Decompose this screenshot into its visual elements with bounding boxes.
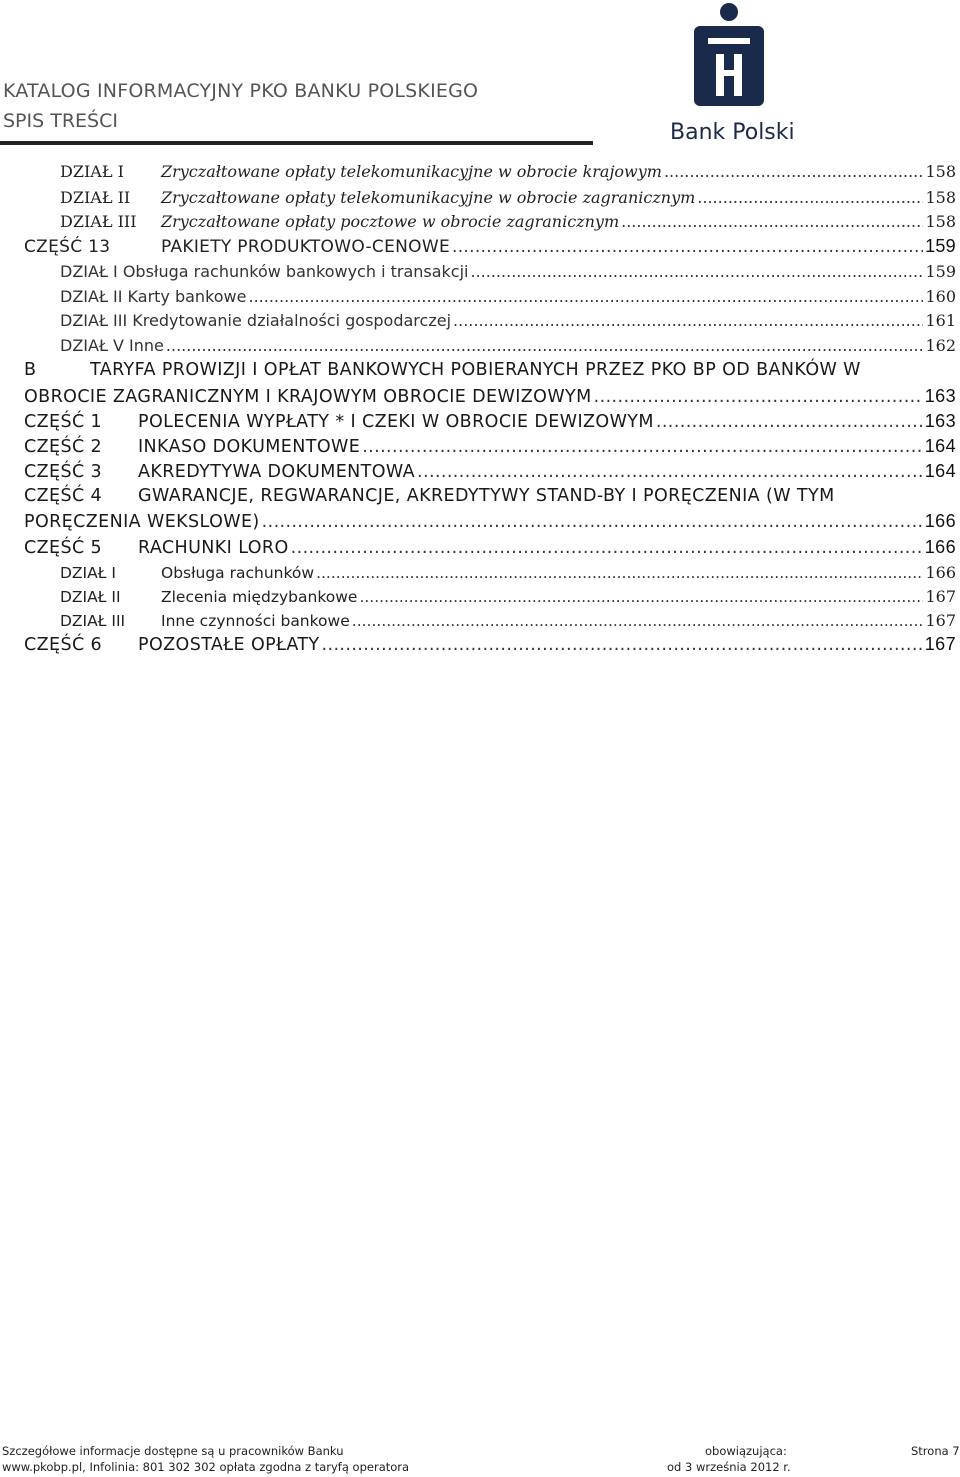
toc-label: CZĘŚĆ 4 [24, 486, 103, 506]
toc-title: POZOSTAŁE OPŁATY [138, 635, 320, 655]
toc-page: 161 [925, 311, 956, 330]
toc-leader [362, 437, 923, 457]
toc-row[interactable] [60, 188, 956, 207]
toc-leader [594, 387, 923, 407]
toc-page: 167 [924, 634, 956, 654]
toc-leader [417, 462, 923, 482]
toc-label: CZĘŚĆ 13 [24, 237, 111, 257]
toc-leader [352, 612, 924, 630]
toc-label: CZĘŚĆ 5 [24, 538, 103, 558]
toc-page: 166 [925, 563, 956, 582]
toc-leader [291, 538, 923, 558]
toc-row[interactable] [60, 611, 956, 630]
toc-row[interactable] [60, 262, 956, 281]
footer-contact: www.pkobp.pl, Infolinia: 801 302 302 opłata zgodna z taryfą operatora [2, 1460, 410, 1474]
footer-valid-date: od 3 września 2012 r. [667, 1460, 791, 1474]
toc-leader [471, 262, 924, 281]
toc-row[interactable] [24, 537, 956, 558]
toc-title: POLECENIA WYPŁATY * I CZEKI W OBROCIE DEWIZOWYM [138, 412, 654, 432]
toc-title: DZIAŁ III Kredytowanie działalności gospodarczej [60, 311, 452, 330]
toc-leader [316, 564, 923, 582]
header-rule [0, 141, 593, 145]
toc-page: 166 [924, 511, 956, 531]
toc-page: 164 [924, 436, 956, 456]
toc-label: DZIAŁ II [60, 188, 131, 207]
toc-page: 166 [924, 537, 956, 557]
toc-page: 163 [924, 386, 956, 406]
toc-title-cont: PORĘCZENIA WEKSLOWE) [24, 512, 260, 532]
toc-page: 160 [925, 287, 956, 306]
toc-row[interactable] [24, 461, 956, 482]
toc-page: 167 [925, 587, 956, 606]
toc-title: Zryczałtowane opłaty telekomunikacyjne w obrocie zagranicznym [161, 188, 696, 207]
toc-label: B [24, 360, 37, 380]
toc-title-cont: OBROCIE ZAGRANICZNYM I KRAJOWYM OBROCIE DEWIZOWYM [24, 387, 592, 407]
toc-leader [621, 212, 923, 231]
toc-page: 164 [924, 461, 956, 481]
toc-row[interactable] [60, 336, 956, 355]
toc-leader [322, 635, 923, 655]
toc-page: 159 [925, 262, 956, 281]
logo-text: Bank Polski [670, 120, 795, 145]
toc-label: DZIAŁ I [60, 564, 116, 582]
toc-row[interactable] [24, 236, 956, 257]
footer-valid-label: obowiązująca: [705, 1444, 787, 1458]
toc-label: CZĘŚĆ 3 [24, 462, 103, 482]
toc-title: GWARANCJE, REGWARANCJE, AKREDYTYWY STAND-BY I PORĘCZENIA (W TYM [138, 486, 835, 506]
toc-row[interactable] [60, 311, 956, 330]
toc-title: Zryczałtowane opłaty pocztowe w obrocie zagranicznym [161, 212, 620, 231]
toc-title: PAKIETY PRODUKTOWO-CENOWE [161, 237, 450, 257]
toc-leader [166, 336, 924, 355]
toc-label: DZIAŁ III [60, 212, 137, 231]
toc-label: DZIAŁ I [60, 162, 124, 181]
toc-page: 158 [925, 212, 956, 231]
toc-title: Zlecenia międzybankowe [161, 588, 358, 606]
toc-title: DZIAŁ V Inne [60, 336, 164, 355]
toc-leader [664, 162, 924, 181]
toc-leader [248, 287, 923, 306]
toc-title: Obsługa rachunków [161, 564, 315, 582]
toc-label: CZĘŚĆ 6 [24, 635, 103, 655]
toc-leader [359, 588, 923, 606]
toc-row[interactable] [24, 411, 956, 432]
toc-title: RACHUNKI LORO [138, 538, 289, 558]
toc-leader [453, 311, 923, 330]
section-subtitle: SPIS TREŚCI [3, 110, 118, 132]
toc-title: Zryczałtowane opłaty telekomunikacyjne w obrocie krajowym [161, 162, 662, 181]
toc-leader [262, 512, 923, 532]
toc-row[interactable] [60, 587, 956, 606]
toc-title: AKREDYTYWA DOKUMENTOWA [138, 462, 416, 482]
toc-row [24, 511, 956, 532]
toc-title: Inne czynności bankowe [161, 612, 350, 630]
catalog-title: KATALOG INFORMACYJNY PKO BANKU POLSKIEGO [3, 80, 479, 102]
toc-label: CZĘŚĆ 1 [24, 412, 103, 432]
toc-leader [697, 188, 923, 207]
footer-page-number: Strona 7 [911, 1444, 960, 1458]
toc-row [24, 386, 956, 407]
toc-row[interactable] [24, 634, 956, 655]
pko-logo-icon [694, 2, 764, 106]
toc-page: 162 [925, 336, 956, 355]
toc-title: DZIAŁ II Karty bankowe [60, 287, 247, 306]
toc-label: DZIAŁ II [60, 588, 121, 606]
toc-leader [452, 237, 923, 257]
toc-row[interactable] [60, 162, 956, 181]
toc-page: 158 [925, 188, 956, 207]
toc-title: DZIAŁ I Obsługa rachunków bankowych i transakcji [60, 262, 469, 281]
toc-label: CZĘŚĆ 2 [24, 437, 103, 457]
toc-page: 167 [925, 611, 956, 630]
toc-title: INKASO DOKUMENTOWE [138, 437, 361, 457]
toc-page: 158 [925, 162, 956, 181]
toc-page: 159 [925, 236, 956, 256]
toc-row[interactable] [60, 287, 956, 306]
toc-page: 163 [924, 411, 956, 431]
toc-title: TARYFA PROWIZJI I OPŁAT BANKOWYCH POBIERANYCH PRZEZ PKO BP OD BANKÓW W [90, 360, 861, 380]
toc-row[interactable] [60, 212, 956, 231]
toc-leader [656, 412, 923, 432]
toc-row[interactable] [24, 436, 956, 457]
toc-row[interactable] [60, 563, 956, 582]
toc-label: DZIAŁ III [60, 612, 126, 630]
footer-info: Szczegółowe informacje dostępne są u pracowników Banku [2, 1444, 344, 1458]
